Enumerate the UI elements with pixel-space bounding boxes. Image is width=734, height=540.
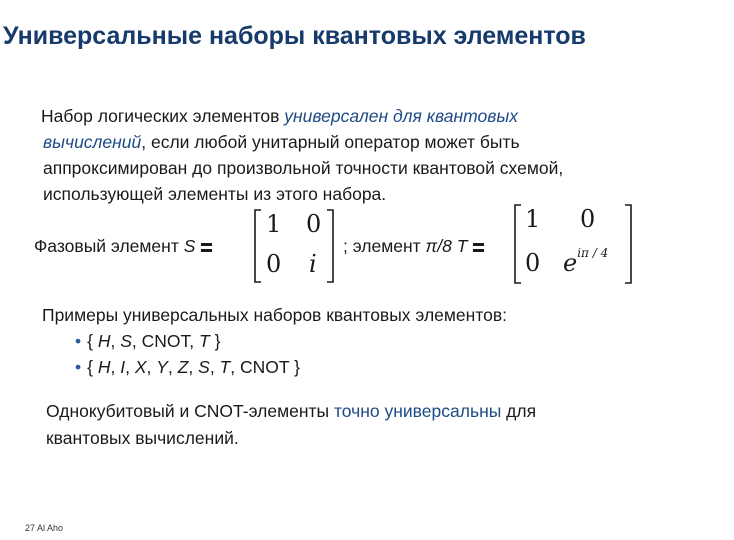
gate-symbol: H	[97, 331, 111, 351]
bullet-icon: •	[75, 331, 82, 351]
phase-gate-matrix	[253, 208, 335, 284]
matrix-cell: 0	[580, 205, 596, 233]
equals-sign	[473, 243, 484, 252]
set-text: }	[209, 331, 221, 351]
gate-symbol: X	[134, 357, 147, 377]
phase-gate-symbol: S	[183, 236, 196, 256]
conclusion-emphasis: точно универсальны	[333, 401, 502, 421]
t-gate-symbol: T	[456, 236, 468, 256]
gate-symbol: Z	[177, 357, 189, 377]
intro-emphasis: универсален для квантовых	[284, 106, 519, 126]
slide-title: Универсальные наборы квантовых элементов	[3, 22, 586, 50]
exp-superscript: iπ / 4	[577, 246, 609, 260]
intro-paragraph	[42, 103, 722, 207]
list-item	[75, 328, 507, 354]
gate-symbol: T	[219, 357, 231, 377]
page-number: 27	[25, 523, 36, 533]
t-gate-matrix	[513, 203, 633, 285]
conclusion-paragraph	[46, 398, 536, 452]
set-text: ,	[110, 357, 121, 377]
intro-line-1	[40, 103, 722, 129]
set-text: , CNOT }	[230, 357, 300, 377]
gate-symbol: Y	[156, 357, 168, 377]
matrix-cell: 1	[525, 205, 541, 233]
set-text: ,	[125, 357, 135, 377]
matrix-cell: 1	[266, 210, 282, 238]
matrix-cell: 0	[266, 250, 282, 278]
examples-heading: Примеры универсальных наборов квантовых элементов:	[42, 305, 508, 325]
conclusion-text: для	[501, 401, 537, 421]
intro-line-3: аппроксимирован до произвольной точности квантовой схемой,	[43, 158, 564, 178]
set-text: ,	[188, 357, 199, 377]
gate-symbol: I	[120, 357, 126, 377]
bullet-icon: •	[75, 357, 82, 377]
t-gate-fraction: π/8	[425, 236, 452, 256]
intro-line-2	[42, 129, 722, 155]
set-text: ,	[110, 331, 121, 351]
set-text: ,	[167, 357, 178, 377]
intro-text: , если любой унитарный оператор может быть	[141, 132, 520, 152]
gate-symbol: S	[120, 331, 132, 351]
phase-gate-text: Фазовый элемент	[34, 236, 184, 256]
equals-sign	[201, 243, 212, 252]
gate-symbol: S	[198, 357, 210, 377]
phase-gate-label	[34, 236, 212, 257]
matrix-cell: i	[309, 250, 317, 278]
set-text: , CNOT,	[131, 331, 200, 351]
footer-author: Al Aho	[37, 523, 64, 533]
conclusion-text: Однокубитовый и CNOT-элементы	[46, 401, 334, 421]
conclusion-line-2: квантовых вычислений.	[46, 428, 239, 448]
conclusion-line-1	[46, 398, 536, 425]
matrix-cell	[563, 246, 609, 277]
t-gate-label	[343, 236, 484, 257]
examples-section	[42, 302, 507, 380]
gate-symbol: H	[97, 357, 111, 377]
set-text: {	[87, 357, 98, 377]
intro-emphasis: вычислений	[43, 132, 142, 152]
matrix-cell: 0	[306, 210, 322, 238]
t-gate-text: ; элемент	[343, 236, 426, 256]
set-text: ,	[209, 357, 220, 377]
list-item	[75, 354, 507, 380]
examples-list	[42, 328, 507, 380]
intro-text: Набор логических элементов	[41, 106, 285, 126]
matrix-cell: 0	[525, 249, 541, 277]
gate-definitions	[0, 200, 734, 290]
set-text: {	[87, 331, 98, 351]
intro-line-4: использующей элементы из этого набора.	[43, 184, 387, 204]
exp-base: e	[563, 249, 578, 277]
gate-symbol: T	[199, 331, 210, 351]
set-text: ,	[146, 357, 157, 377]
